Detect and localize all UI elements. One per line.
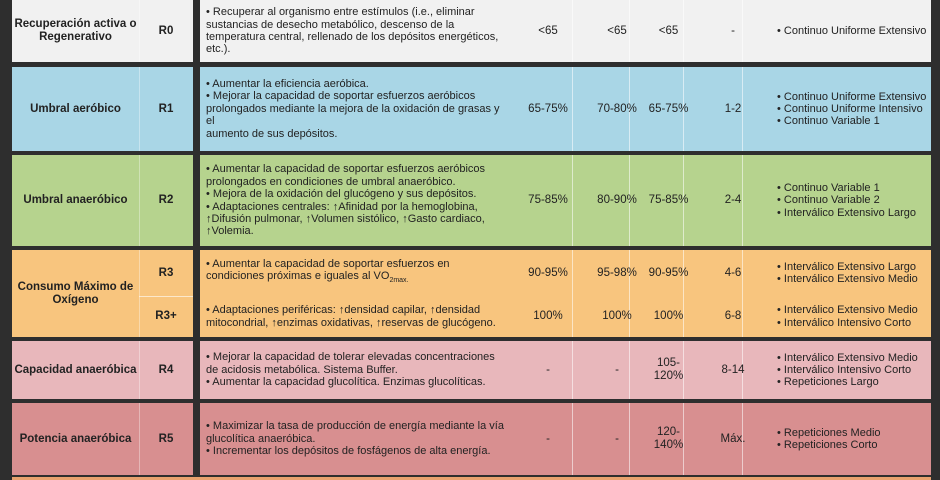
- text-line: • Mejorar la capacidad de soportar esfuerzos aeróbicos: [206, 90, 476, 103]
- text-line: • Mejorar la capacidad de tolerar elevadas concentraciones: [206, 351, 495, 364]
- zone-value-1: -: [546, 432, 550, 445]
- text-line: • Mejora de la oxidación del glucógeno y sus depósitos.: [206, 188, 477, 201]
- text-line: • Continuo Uniforme Extensivo: [777, 90, 927, 103]
- text-line: ↑Volemia.: [206, 225, 254, 238]
- zone-value-3: 65-75%: [648, 102, 689, 115]
- text-line: • Aumentar la capacidad de soportar esfuerzos aeróbicos: [206, 163, 486, 176]
- text-line: condiciones próximas e iguales al $VO_{2max.}$: [206, 270, 409, 285]
- zone-methods: [769, 67, 931, 151]
- text-line: • Aumentar la capacidad glucolítica. Enzimas glucolíticas.: [206, 376, 486, 389]
- text-line: • Continuo Uniforme Extensivo: [777, 24, 927, 37]
- text-line: • Repeticiones Corto: [777, 439, 878, 451]
- text-line: aumento de sus depósitos.: [206, 127, 338, 140]
- text-line: • Continuo Variable 2: [777, 194, 880, 207]
- text-line: • Incrementar los depósitos de fosfágenos de alta energía.: [206, 445, 491, 458]
- text-line: • Maximizar la tasa de producción de energía mediante la vía: [206, 420, 504, 433]
- zone-name: Consumo Máximo de Oxígeno: [17, 280, 134, 306]
- text-line: de acidosis metabólica. Sistema Buffer.: [206, 363, 398, 376]
- text-line: • Aumentar la capacidad de soportar esfuerzos en: [206, 258, 450, 270]
- zone-value-3: 105- 120%: [653, 357, 684, 382]
- zone-value-3: 90-95%: [648, 266, 689, 279]
- value-divider: [572, 155, 573, 246]
- text-line: • Interválico Intensivo Corto: [777, 363, 912, 376]
- zone-value-4: 4-6: [724, 266, 742, 279]
- text-line: • Interválico Extensivo Medio: [777, 273, 918, 285]
- zone-value-2: <65: [607, 24, 627, 37]
- value-divider: [572, 67, 573, 151]
- zone-value-1: 90-95%: [528, 266, 568, 279]
- zone-name: Recuperación activa o Regenerativo: [14, 18, 137, 43]
- text-line: • Continuo Uniforme Intensivo: [777, 102, 923, 115]
- text-line: • Continuo Variable 1: [777, 115, 880, 128]
- text-line: • Recuperar al organismo entre estímulos (i.e., eliminar: [206, 6, 475, 19]
- text-line: • Interválico Extensivo Largo: [777, 260, 916, 273]
- zone-objectives: [200, 0, 516, 62]
- zone-value-1: 65-75%: [528, 102, 568, 115]
- zone-value-1: 100%: [533, 310, 563, 322]
- zone-methods: [769, 296, 931, 337]
- zone-name: Potencia anaeróbica: [19, 432, 132, 445]
- zone-name: Umbral anaeróbico: [23, 194, 128, 206]
- zone-objectives: [200, 296, 516, 337]
- zone-methods: [769, 403, 931, 475]
- value-divider: [572, 250, 573, 337]
- zone-value-4: Máx.: [720, 432, 746, 445]
- zone-methods: [769, 155, 931, 246]
- zone-objectives: [200, 403, 516, 475]
- zone-value-1: <65: [538, 24, 558, 37]
- zone-objectives: [200, 250, 516, 296]
- zone-objectives: [200, 67, 516, 151]
- zone-code: R3+: [155, 310, 177, 322]
- zone-methods: [769, 0, 931, 62]
- zone-objectives: [200, 155, 516, 246]
- text-line: ↑Difusión pulmonar, ↑Volumen sistólico, ↑Gasto cardiaco,: [206, 212, 485, 225]
- subscript: 2max.: [389, 277, 409, 285]
- zone-name: Capacidad anaeróbica: [14, 363, 137, 376]
- zone-value-4: 1-2: [724, 102, 742, 115]
- zone-code: R0: [158, 24, 174, 37]
- text-line: • Interválico Intensivo Corto: [777, 316, 912, 329]
- text-line: • Adaptaciones centrales: ↑Afinidad por la hemoglobina,: [206, 200, 478, 213]
- zone-name: Umbral aeróbico: [30, 102, 121, 115]
- zone-code: R2: [158, 194, 174, 206]
- text-line: prolongados en condiciones de umbral anaeróbico.: [206, 175, 456, 188]
- zone-value-4: -: [731, 24, 735, 37]
- zone-value-2: -: [615, 432, 619, 445]
- text-line: • Adaptaciones periféricas: ↑densidad capilar, ↑densidad: [206, 304, 481, 317]
- zone-code: R3: [158, 266, 174, 279]
- text-line: mitocondrial, ↑enzimas oxidativas, ↑reservas de glucógeno.: [206, 316, 496, 329]
- zone-value-4: 6-8: [724, 310, 742, 322]
- zone-value-2: 100%: [602, 310, 632, 322]
- text-line: • Continuo Variable 1: [777, 182, 880, 195]
- text-line: • Interválico Extensivo Medio: [777, 304, 918, 317]
- text-line: • Interválico Extensivo Largo: [777, 206, 916, 219]
- zone-code: R4: [158, 363, 174, 376]
- zone-methods: [769, 250, 931, 296]
- zone-value-3: 75-85%: [648, 194, 689, 206]
- zone-value-1: -: [546, 363, 550, 376]
- zone-value-3: 120- 140%: [653, 426, 684, 451]
- text-line: • Interválico Extensivo Medio: [777, 351, 918, 364]
- zone-value-4: 2-4: [724, 194, 742, 206]
- zone-value-4: 8-14: [721, 363, 745, 376]
- zone-value-2: 95-98%: [597, 266, 637, 279]
- zone-value-2: 80-90%: [597, 194, 637, 206]
- zone-value-2: -: [615, 363, 619, 376]
- zone-value-2: 70-80%: [597, 102, 637, 115]
- text-line: temperatura central, rellenado de los depósitos energéticos,: [206, 31, 499, 43]
- text-line: etc.).: [206, 43, 231, 56]
- text-line: glucolítica anaeróbica.: [206, 432, 316, 445]
- value-divider: [572, 403, 573, 475]
- text-line: sustancias de desecho metabólico, descenso de la: [206, 18, 455, 31]
- zone-value-3: 100%: [653, 310, 684, 322]
- zone-code: R1: [158, 102, 174, 115]
- zone-value-1: 75-85%: [528, 194, 568, 206]
- zone-code: R5: [158, 432, 174, 445]
- text-line: • Repeticiones Largo: [777, 376, 879, 389]
- value-divider: [572, 0, 573, 62]
- value-divider: [572, 341, 573, 399]
- text-line: • Repeticiones Medio: [777, 426, 881, 439]
- zone-value-3: <65: [658, 24, 679, 37]
- text-line: prolongados mediante la mejora de la oxidación de grasas y el: [206, 102, 500, 128]
- zone-objectives: [200, 341, 516, 399]
- zone-methods: [769, 341, 931, 399]
- text-line: • Aumentar la eficiencia aeróbica.: [206, 77, 369, 90]
